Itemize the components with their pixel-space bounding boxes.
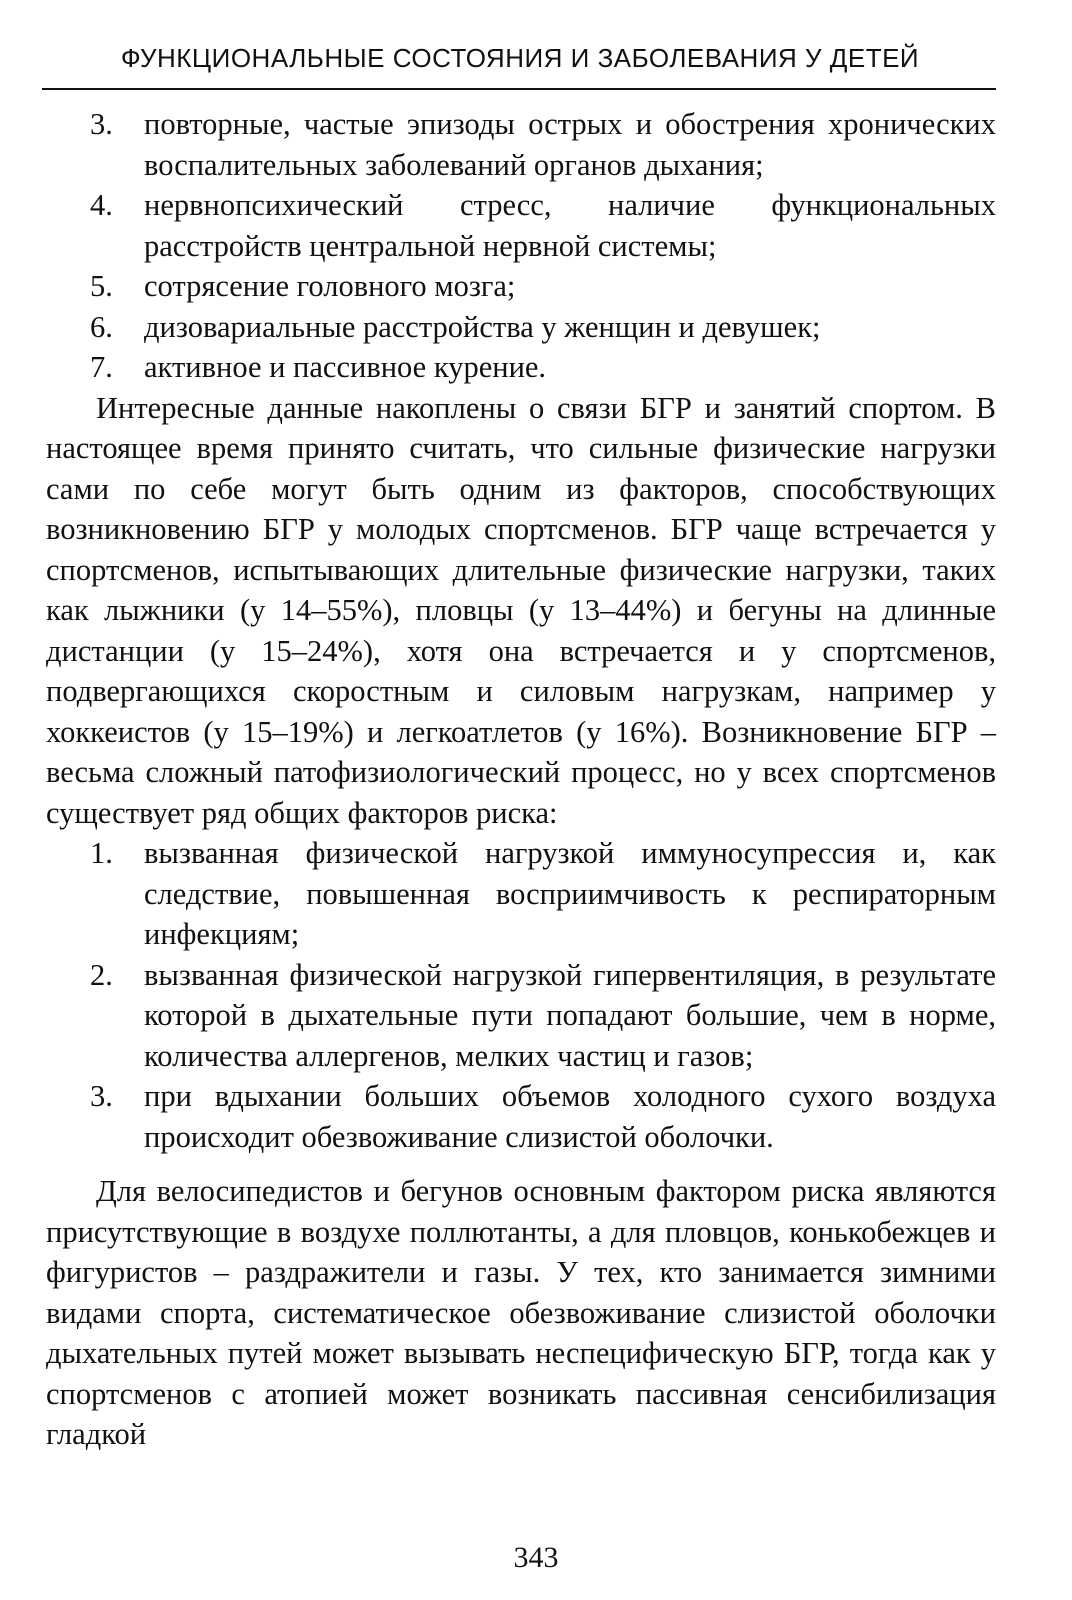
list-item-number: 6.	[90, 309, 113, 344]
list-item-number: 7.	[90, 350, 113, 384]
list-item-number: 5.	[90, 269, 113, 303]
list-item-number: 4.	[90, 188, 113, 222]
list-item	[46, 1076, 996, 1157]
list-item-number: 2.	[90, 957, 113, 992]
list-item-text: вызванная физической нагрузкой иммуносупрессия и, как следствие, повышенная восприимчивость к респираторным инфекциям;	[144, 836, 996, 951]
list-item	[46, 955, 996, 1077]
list-item-text: при вдыхании больших объемов холодного сухого воздуха происходит обезвоживание слизистой оболочки.	[144, 1079, 996, 1154]
paragraph-risk-factors: Для велосипедистов и бегунов основным фактором риска являются присутствующие в воздухе поллютанты, а для пловцов, конькобежцев и фигуристов – раздражители и газы. У тех, кто занимается зимними видами спорта, систематическое обезвоживание слизистой оболочки дыхательных путей может вызывать неспецифическую БГР, тогда как у спортсменов с атопией может возникать пассивная сенсибилизация гладкой	[46, 1174, 996, 1451]
list-item-number: 1.	[90, 836, 113, 870]
list-item	[46, 833, 996, 955]
list-item-text: нервнопсихический стресс, наличие функциональных расстройств центральной нервной системы;	[144, 188, 996, 263]
list-item-number: 3.	[90, 1079, 113, 1113]
paragraph-sports: Интересные данные накоплены о связи БГР и занятий спортом. В настоящее время принято считать, что сильные физические нагрузки сами по себе могут быть одним из факторов, способствующих возникновению БГР у молодых спортсменов. БГР чаще встречается у спортсменов, испытывающих длительные физические нагрузки, таких как лыжники (у 14–55%), пловцы (у 13–44%) и бегуны на длинные дистанции (у 15–24%), хотя она встречается и у спортсменов, подвергающихся скоростным и силовым нагрузкам, например у хоккеистов (у 15–19%) и легкоатлетов (у 16%). Возникновение БГР – весьма сложный патофизиологический процесс, но у всех спортсменов существует ряд общих факторов риска:	[46, 390, 996, 830]
list-item	[46, 307, 996, 348]
list-item-text: сотрясение головного мозга;	[144, 269, 516, 303]
list-item	[46, 347, 996, 388]
list-item-text: вызванная физической нагрузкой гипервентиляция, в результате которой в дыхательные пути попадают большие, чем в норме, количества аллергенов, мелких частиц и газов;	[144, 957, 996, 1073]
list-item	[46, 104, 996, 185]
list-item	[46, 185, 996, 266]
list-item	[46, 266, 996, 307]
page-number: 343	[513, 1541, 559, 1574]
list-item-text: дизовариальные расстройства у женщин и девушек;	[144, 309, 821, 344]
running-title: ФУНКЦИОНАЛЬНЫЕ СОСТОЯНИЯ И ЗАБОЛЕВАНИЯ У ДЕТЕЙ	[120, 43, 920, 73]
risk-factors-list	[46, 833, 996, 1157]
header-rule	[42, 88, 996, 90]
list-item-number: 3.	[90, 107, 113, 141]
list-item-text: активное и пассивное курение.	[144, 350, 547, 384]
page-body	[46, 104, 996, 1455]
risk-list-top	[46, 104, 996, 388]
list-item-text: повторные, частые эпизоды острых и обострения хронических воспалительных заболеваний органов дыхания;	[144, 107, 996, 182]
